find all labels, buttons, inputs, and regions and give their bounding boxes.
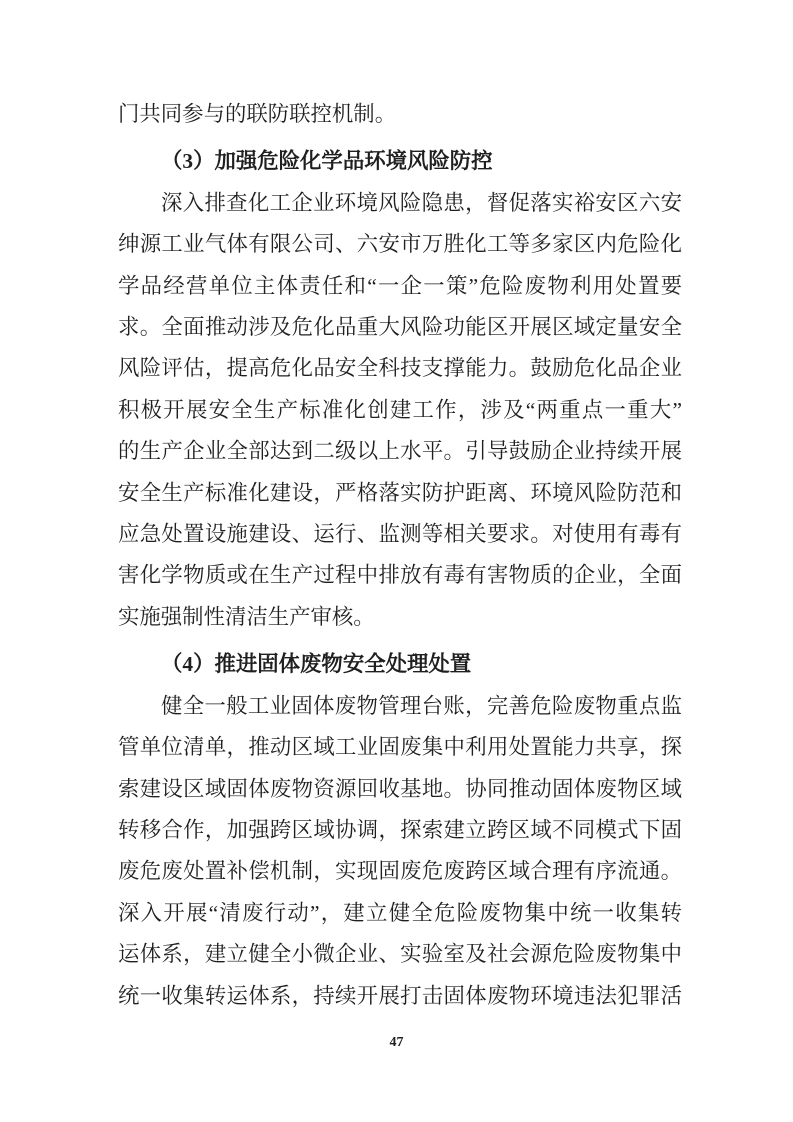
body-text-line: 深入开展“清废行动”，建立健全危险废物集中统一收集转 [118, 900, 682, 925]
body-text-line: 绅源工业气体有限公司、六安市万胜化工等多家区内危险化 [118, 232, 682, 257]
body-text-line: 害化学物质或在生产过程中排放有毒有害物质的企业，全面 [118, 563, 682, 588]
body-text-line: 应急处置设施建设、运行、监测等相关要求。对使用有毒有 [118, 522, 682, 547]
body-text-line: 统一收集转运体系，持续开展打击固体废物环境违法犯罪活 [118, 983, 682, 1008]
body-text-line: 门共同参与的联防联控机制。 [118, 102, 397, 126]
body-text-line: 求。全面推动涉及危化品重大风险功能区开展区域定量安全 [118, 315, 682, 340]
section-heading-4: （4）推进固体废物安全处理处置 [161, 652, 472, 677]
body-text-line: 转移合作，加强跨区域协调，探索建立跨区域不同模式下固 [118, 817, 682, 842]
body-text-line: 积极开展安全生产标准化创建工作，涉及“两重点一重大” [118, 397, 682, 422]
page-content [118, 94, 682, 1017]
body-text-line: 索建设区域固体废物资源回收基地。协同推动固体废物区域 [118, 776, 682, 801]
body-text-line: 废危废处置补偿机制，实现固废危废跨区域合理有序流通。 [118, 859, 682, 884]
section-heading-3: （3）加强危险化学品环境风险防控 [161, 149, 493, 174]
body-text-line: 风险评估，提高危化品安全科技支撑能力。鼓励危化品企业 [118, 356, 682, 381]
body-text-line: 的生产企业全部达到二级以上水平。引导鼓励企业持续开展 [118, 439, 682, 464]
body-text-line: 管单位清单，推动区域工业固废集中利用处置能力共享，探 [118, 735, 682, 760]
body-text-line: 健全一般工业固体废物管理台账，完善危险废物重点监 [161, 693, 682, 718]
body-text-line: 实施强制性清洁生产审核。 [118, 604, 375, 629]
body-text-line: 学品经营单位主体责任和“一企一策”危险废物利用处置要 [118, 273, 682, 298]
body-text-line: 运体系，建立健全小微企业、实验室及社会源危险废物集中 [118, 942, 682, 967]
body-text-line: 深入排查化工企业环境风险隐患，督促落实裕安区六安 [161, 190, 682, 215]
page-number: 47 [389, 1035, 404, 1050]
body-text-line: 安全生产标准化建设，严格落实防护距离、环境风险防范和 [118, 480, 682, 505]
